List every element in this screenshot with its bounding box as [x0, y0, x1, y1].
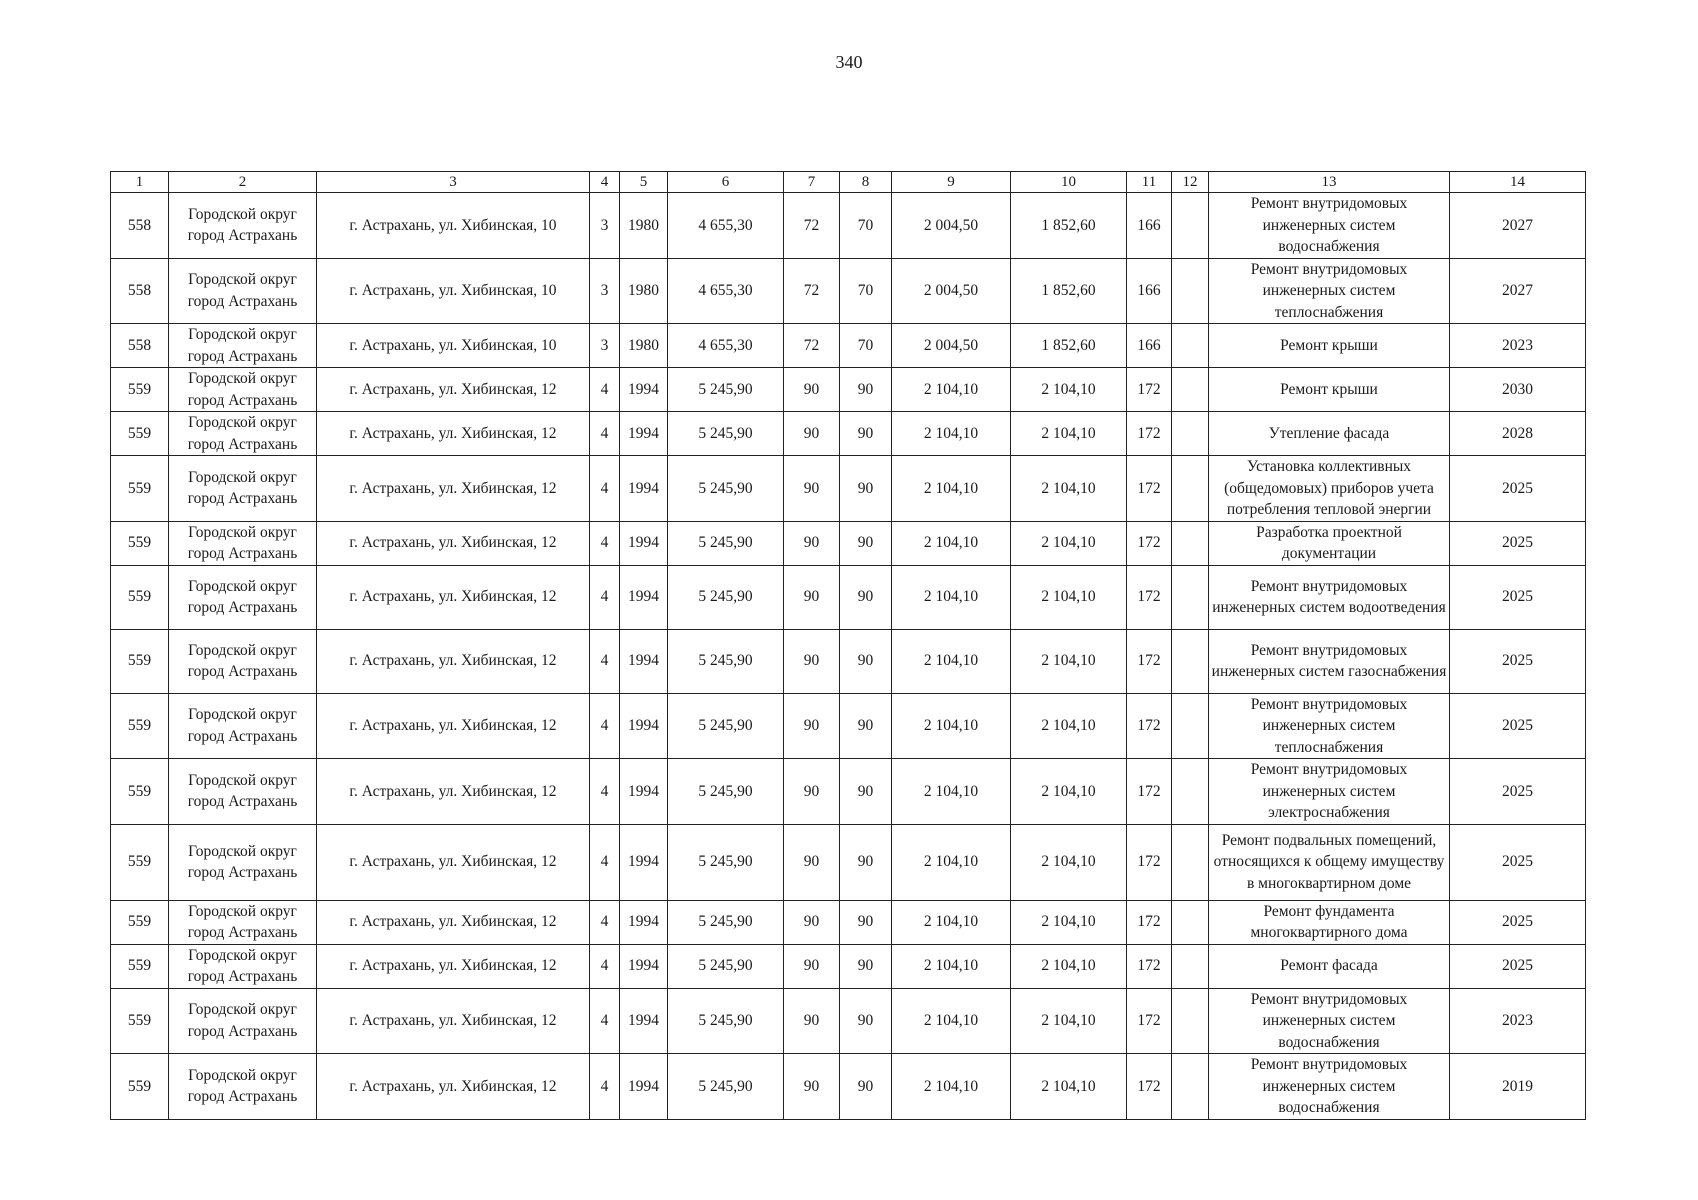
cell-col-3: г. Астрахань, ул. Хибинская, 10	[317, 258, 590, 324]
cell-col-13: Ремонт фундамента многоквартирного дома	[1209, 900, 1450, 944]
cell-col-11: 172	[1127, 456, 1172, 522]
column-header: 6	[668, 172, 784, 193]
cell-col-10: 1 852,60	[1011, 193, 1127, 259]
cell-col-1: 559	[111, 412, 169, 456]
cell-col-11: 172	[1127, 412, 1172, 456]
cell-col-5: 1980	[620, 324, 668, 368]
cell-col-3: г. Астрахань, ул. Хибинская, 10	[317, 193, 590, 259]
cell-col-3: г. Астрахань, ул. Хибинская, 10	[317, 324, 590, 368]
cell-col-12	[1172, 412, 1209, 456]
cell-col-9: 2 104,10	[892, 988, 1011, 1054]
cell-col-7: 90	[784, 565, 840, 629]
cell-col-2: Городской округ город Астрахань	[169, 944, 317, 988]
cell-col-5: 1994	[620, 693, 668, 759]
cell-col-8: 90	[840, 521, 892, 565]
cell-col-14: 2023	[1450, 324, 1586, 368]
column-header: 2	[169, 172, 317, 193]
column-header: 4	[590, 172, 620, 193]
cell-col-4: 4	[590, 900, 620, 944]
cell-col-1: 559	[111, 900, 169, 944]
cell-col-5: 1994	[620, 565, 668, 629]
cell-col-3: г. Астрахань, ул. Хибинская, 12	[317, 521, 590, 565]
cell-col-10: 2 104,10	[1011, 988, 1127, 1054]
cell-col-8: 90	[840, 944, 892, 988]
table-row	[111, 193, 1586, 259]
cell-col-8: 90	[840, 412, 892, 456]
cell-col-5: 1994	[620, 521, 668, 565]
cell-col-4: 4	[590, 824, 620, 900]
table-row	[111, 521, 1586, 565]
column-header: 7	[784, 172, 840, 193]
table-row	[111, 900, 1586, 944]
cell-col-4: 3	[590, 324, 620, 368]
cell-col-4: 3	[590, 258, 620, 324]
cell-col-9: 2 104,10	[892, 693, 1011, 759]
cell-col-14: 2019	[1450, 1054, 1586, 1120]
cell-col-12	[1172, 824, 1209, 900]
cell-col-1: 558	[111, 193, 169, 259]
table-row	[111, 1054, 1586, 1120]
cell-col-7: 90	[784, 412, 840, 456]
cell-col-3: г. Астрахань, ул. Хибинская, 12	[317, 368, 590, 412]
repair-schedule-table	[110, 171, 1586, 1120]
cell-col-1: 558	[111, 324, 169, 368]
cell-col-13: Ремонт внутридомовых инженерных систем водоотведения	[1209, 565, 1450, 629]
cell-col-4: 4	[590, 412, 620, 456]
cell-col-4: 3	[590, 193, 620, 259]
cell-col-14: 2027	[1450, 193, 1586, 259]
cell-col-11: 172	[1127, 521, 1172, 565]
cell-col-9: 2 104,10	[892, 759, 1011, 825]
cell-col-9: 2 104,10	[892, 944, 1011, 988]
cell-col-3: г. Астрахань, ул. Хибинская, 12	[317, 693, 590, 759]
column-header: 1	[111, 172, 169, 193]
cell-col-10: 1 852,60	[1011, 324, 1127, 368]
cell-col-3: г. Астрахань, ул. Хибинская, 12	[317, 759, 590, 825]
cell-col-14: 2025	[1450, 565, 1586, 629]
cell-col-2: Городской округ город Астрахань	[169, 193, 317, 259]
cell-col-2: Городской округ город Астрахань	[169, 324, 317, 368]
cell-col-5: 1994	[620, 759, 668, 825]
cell-col-11: 172	[1127, 693, 1172, 759]
cell-col-7: 90	[784, 988, 840, 1054]
column-header: 14	[1450, 172, 1586, 193]
table-row	[111, 412, 1586, 456]
cell-col-6: 4 655,30	[668, 324, 784, 368]
column-header: 13	[1209, 172, 1450, 193]
cell-col-13: Разработка проектной документации	[1209, 521, 1450, 565]
cell-col-2: Городской округ город Астрахань	[169, 988, 317, 1054]
cell-col-1: 559	[111, 565, 169, 629]
cell-col-13: Ремонт внутридомовых инженерных систем теплоснабжения	[1209, 693, 1450, 759]
cell-col-8: 90	[840, 456, 892, 522]
cell-col-7: 90	[784, 368, 840, 412]
cell-col-8: 90	[840, 565, 892, 629]
cell-col-2: Городской округ город Астрахань	[169, 759, 317, 825]
column-header: 11	[1127, 172, 1172, 193]
column-header: 10	[1011, 172, 1127, 193]
cell-col-5: 1994	[620, 824, 668, 900]
cell-col-12	[1172, 521, 1209, 565]
cell-col-9: 2 104,10	[892, 629, 1011, 693]
cell-col-10: 1 852,60	[1011, 258, 1127, 324]
cell-col-14: 2023	[1450, 988, 1586, 1054]
cell-col-6: 5 245,90	[668, 521, 784, 565]
cell-col-5: 1994	[620, 368, 668, 412]
cell-col-2: Городской округ город Астрахань	[169, 258, 317, 324]
cell-col-11: 172	[1127, 944, 1172, 988]
cell-col-12	[1172, 193, 1209, 259]
cell-col-8: 70	[840, 193, 892, 259]
cell-col-7: 90	[784, 944, 840, 988]
cell-col-3: г. Астрахань, ул. Хибинская, 12	[317, 456, 590, 522]
cell-col-1: 559	[111, 944, 169, 988]
cell-col-13: Ремонт внутридомовых инженерных систем газоснабжения	[1209, 629, 1450, 693]
table-row	[111, 824, 1586, 900]
cell-col-12	[1172, 1054, 1209, 1120]
cell-col-13: Ремонт внутридомовых инженерных систем водоснабжения	[1209, 1054, 1450, 1120]
cell-col-8: 90	[840, 759, 892, 825]
cell-col-7: 90	[784, 693, 840, 759]
cell-col-14: 2025	[1450, 900, 1586, 944]
cell-col-7: 90	[784, 900, 840, 944]
table-row	[111, 258, 1586, 324]
cell-col-12	[1172, 759, 1209, 825]
cell-col-8: 90	[840, 368, 892, 412]
cell-col-2: Городской округ город Астрахань	[169, 693, 317, 759]
cell-col-13: Утепление фасада	[1209, 412, 1450, 456]
cell-col-14: 2025	[1450, 759, 1586, 825]
cell-col-1: 559	[111, 693, 169, 759]
cell-col-4: 4	[590, 456, 620, 522]
cell-col-5: 1994	[620, 412, 668, 456]
table-row	[111, 368, 1586, 412]
cell-col-9: 2 104,10	[892, 1054, 1011, 1120]
cell-col-7: 90	[784, 759, 840, 825]
table-row	[111, 324, 1586, 368]
cell-col-12	[1172, 456, 1209, 522]
cell-col-8: 90	[840, 824, 892, 900]
cell-col-11: 166	[1127, 258, 1172, 324]
cell-col-13: Ремонт крыши	[1209, 368, 1450, 412]
cell-col-13: Ремонт внутридомовых инженерных систем водоснабжения	[1209, 193, 1450, 259]
cell-col-11: 172	[1127, 1054, 1172, 1120]
cell-col-6: 5 245,90	[668, 1054, 784, 1120]
cell-col-6: 5 245,90	[668, 900, 784, 944]
cell-col-11: 172	[1127, 629, 1172, 693]
cell-col-7: 72	[784, 324, 840, 368]
column-number-row	[111, 172, 1586, 193]
cell-col-7: 72	[784, 193, 840, 259]
cell-col-1: 559	[111, 988, 169, 1054]
cell-col-6: 5 245,90	[668, 693, 784, 759]
cell-col-6: 5 245,90	[668, 629, 784, 693]
cell-col-9: 2 104,10	[892, 565, 1011, 629]
cell-col-5: 1980	[620, 258, 668, 324]
cell-col-8: 70	[840, 258, 892, 324]
cell-col-10: 2 104,10	[1011, 824, 1127, 900]
cell-col-7: 72	[784, 258, 840, 324]
cell-col-2: Городской округ город Астрахань	[169, 900, 317, 944]
column-header: 8	[840, 172, 892, 193]
cell-col-9: 2 004,50	[892, 324, 1011, 368]
cell-col-12	[1172, 944, 1209, 988]
cell-col-1: 559	[111, 759, 169, 825]
cell-col-14: 2030	[1450, 368, 1586, 412]
cell-col-9: 2 004,50	[892, 258, 1011, 324]
cell-col-2: Городской округ город Астрахань	[169, 1054, 317, 1120]
cell-col-6: 5 245,90	[668, 944, 784, 988]
cell-col-10: 2 104,10	[1011, 693, 1127, 759]
cell-col-9: 2 104,10	[892, 824, 1011, 900]
cell-col-1: 559	[111, 1054, 169, 1120]
cell-col-12	[1172, 629, 1209, 693]
table-header	[111, 172, 1586, 193]
cell-col-10: 2 104,10	[1011, 412, 1127, 456]
cell-col-11: 172	[1127, 900, 1172, 944]
cell-col-1: 559	[111, 629, 169, 693]
cell-col-13: Ремонт крыши	[1209, 324, 1450, 368]
cell-col-4: 4	[590, 944, 620, 988]
cell-col-6: 5 245,90	[668, 368, 784, 412]
cell-col-1: 558	[111, 258, 169, 324]
cell-col-11: 172	[1127, 759, 1172, 825]
cell-col-10: 2 104,10	[1011, 629, 1127, 693]
cell-col-3: г. Астрахань, ул. Хибинская, 12	[317, 988, 590, 1054]
column-header: 3	[317, 172, 590, 193]
table-row	[111, 988, 1586, 1054]
cell-col-2: Городской округ город Астрахань	[169, 368, 317, 412]
cell-col-12	[1172, 565, 1209, 629]
cell-col-3: г. Астрахань, ул. Хибинская, 12	[317, 944, 590, 988]
cell-col-14: 2025	[1450, 629, 1586, 693]
cell-col-3: г. Астрахань, ул. Хибинская, 12	[317, 629, 590, 693]
cell-col-7: 90	[784, 521, 840, 565]
table-row	[111, 759, 1586, 825]
cell-col-9: 2 104,10	[892, 456, 1011, 522]
cell-col-10: 2 104,10	[1011, 1054, 1127, 1120]
column-header: 9	[892, 172, 1011, 193]
cell-col-10: 2 104,10	[1011, 368, 1127, 412]
cell-col-6: 5 245,90	[668, 988, 784, 1054]
cell-col-4: 4	[590, 759, 620, 825]
cell-col-11: 172	[1127, 368, 1172, 412]
cell-col-5: 1994	[620, 944, 668, 988]
cell-col-14: 2027	[1450, 258, 1586, 324]
cell-col-10: 2 104,10	[1011, 944, 1127, 988]
cell-col-3: г. Астрахань, ул. Хибинская, 12	[317, 565, 590, 629]
table-row	[111, 456, 1586, 522]
cell-col-9: 2 104,10	[892, 368, 1011, 412]
cell-col-4: 4	[590, 988, 620, 1054]
cell-col-13: Установка коллективных (общедомовых) приборов учета потребления тепловой энергии	[1209, 456, 1450, 522]
cell-col-4: 4	[590, 629, 620, 693]
cell-col-11: 172	[1127, 565, 1172, 629]
cell-col-6: 5 245,90	[668, 412, 784, 456]
cell-col-4: 4	[590, 693, 620, 759]
cell-col-14: 2025	[1450, 456, 1586, 522]
cell-col-7: 90	[784, 456, 840, 522]
cell-col-11: 172	[1127, 824, 1172, 900]
column-header: 5	[620, 172, 668, 193]
cell-col-13: Ремонт внутридомовых инженерных систем электроснабжения	[1209, 759, 1450, 825]
cell-col-6: 5 245,90	[668, 565, 784, 629]
cell-col-8: 90	[840, 900, 892, 944]
cell-col-3: г. Астрахань, ул. Хибинская, 12	[317, 412, 590, 456]
cell-col-6: 5 245,90	[668, 759, 784, 825]
cell-col-6: 4 655,30	[668, 193, 784, 259]
cell-col-10: 2 104,10	[1011, 565, 1127, 629]
cell-col-2: Городской округ город Астрахань	[169, 412, 317, 456]
cell-col-3: г. Астрахань, ул. Хибинская, 12	[317, 824, 590, 900]
cell-col-2: Городской округ город Астрахань	[169, 521, 317, 565]
cell-col-5: 1994	[620, 629, 668, 693]
cell-col-5: 1994	[620, 900, 668, 944]
cell-col-9: 2 104,10	[892, 900, 1011, 944]
cell-col-12	[1172, 324, 1209, 368]
cell-col-11: 172	[1127, 988, 1172, 1054]
cell-col-11: 166	[1127, 324, 1172, 368]
cell-col-13: Ремонт подвальных помещений, относящихся к общему имуществу в многоквартирном доме	[1209, 824, 1450, 900]
cell-col-6: 5 245,90	[668, 824, 784, 900]
cell-col-2: Городской округ город Астрахань	[169, 565, 317, 629]
table-row	[111, 944, 1586, 988]
cell-col-9: 2 104,10	[892, 521, 1011, 565]
cell-col-10: 2 104,10	[1011, 521, 1127, 565]
cell-col-4: 4	[590, 565, 620, 629]
cell-col-3: г. Астрахань, ул. Хибинская, 12	[317, 1054, 590, 1120]
cell-col-14: 2025	[1450, 521, 1586, 565]
cell-col-12	[1172, 368, 1209, 412]
cell-col-4: 4	[590, 1054, 620, 1120]
cell-col-13: Ремонт внутридомовых инженерных систем теплоснабжения	[1209, 258, 1450, 324]
cell-col-5: 1980	[620, 193, 668, 259]
cell-col-6: 5 245,90	[668, 456, 784, 522]
cell-col-1: 559	[111, 456, 169, 522]
table-row	[111, 565, 1586, 629]
column-header: 12	[1172, 172, 1209, 193]
cell-col-8: 90	[840, 988, 892, 1054]
cell-col-13: Ремонт внутридомовых инженерных систем водоснабжения	[1209, 988, 1450, 1054]
cell-col-14: 2025	[1450, 824, 1586, 900]
cell-col-4: 4	[590, 368, 620, 412]
cell-col-14: 2025	[1450, 693, 1586, 759]
cell-col-7: 90	[784, 629, 840, 693]
cell-col-8: 90	[840, 1054, 892, 1120]
cell-col-12	[1172, 693, 1209, 759]
cell-col-3: г. Астрахань, ул. Хибинская, 12	[317, 900, 590, 944]
cell-col-4: 4	[590, 521, 620, 565]
cell-col-8: 90	[840, 629, 892, 693]
cell-col-1: 559	[111, 368, 169, 412]
cell-col-2: Городской округ город Астрахань	[169, 456, 317, 522]
cell-col-8: 90	[840, 693, 892, 759]
cell-col-7: 90	[784, 824, 840, 900]
cell-col-7: 90	[784, 1054, 840, 1120]
cell-col-5: 1994	[620, 1054, 668, 1120]
cell-col-5: 1994	[620, 456, 668, 522]
cell-col-2: Городской округ город Астрахань	[169, 824, 317, 900]
cell-col-12	[1172, 900, 1209, 944]
cell-col-14: 2028	[1450, 412, 1586, 456]
cell-col-10: 2 104,10	[1011, 456, 1127, 522]
cell-col-9: 2 004,50	[892, 193, 1011, 259]
cell-col-10: 2 104,10	[1011, 759, 1127, 825]
page-number: 340	[835, 52, 863, 72]
cell-col-1: 559	[111, 521, 169, 565]
cell-col-10: 2 104,10	[1011, 900, 1127, 944]
cell-col-6: 4 655,30	[668, 258, 784, 324]
cell-col-9: 2 104,10	[892, 412, 1011, 456]
cell-col-1: 559	[111, 824, 169, 900]
cell-col-13: Ремонт фасада	[1209, 944, 1450, 988]
cell-col-2: Городской округ город Астрахань	[169, 629, 317, 693]
cell-col-5: 1994	[620, 988, 668, 1054]
cell-col-12	[1172, 988, 1209, 1054]
table-body	[111, 193, 1586, 1120]
table-row	[111, 629, 1586, 693]
table-row	[111, 693, 1586, 759]
cell-col-11: 166	[1127, 193, 1172, 259]
cell-col-14: 2025	[1450, 944, 1586, 988]
cell-col-8: 70	[840, 324, 892, 368]
cell-col-12	[1172, 258, 1209, 324]
